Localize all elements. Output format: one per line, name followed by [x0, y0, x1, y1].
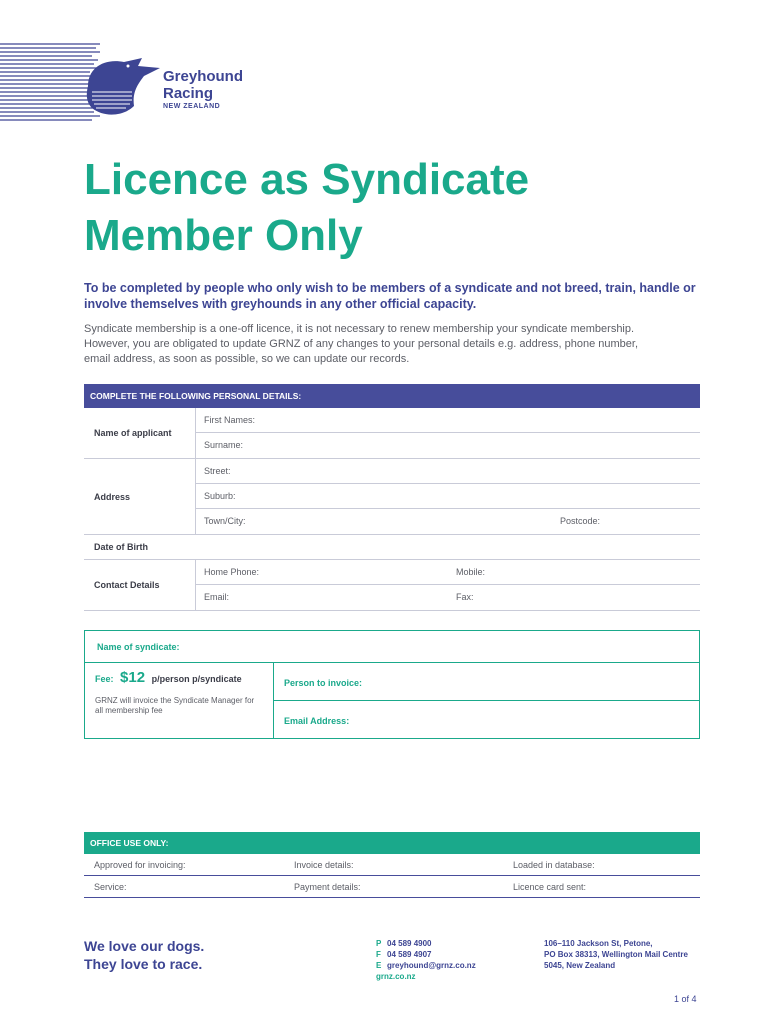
- applicant-name-row: [84, 408, 700, 459]
- address-line-1: 106–110 Jackson St, Petone,: [544, 939, 653, 948]
- payment-details-field[interactable]: Payment details:: [294, 882, 361, 892]
- email-field[interactable]: [196, 585, 700, 610]
- approved-for-invoicing-field[interactable]: Approved for invoicing:: [94, 860, 186, 870]
- home-phone-field[interactable]: [196, 560, 700, 585]
- fax-number: 04 589 4907: [387, 950, 432, 959]
- intro-paragraph: Syndicate membership is a one-off licence, it is not necessary to renew membership your syndicate membership. However, you are obligated to update GRNZ of any changes to your personal details e.g. address, phone number, email address, as soon as possible, so we can update our records.: [84, 323, 639, 365]
- logo-line-3: NEW ZEALAND: [163, 103, 221, 110]
- office-row-2: [84, 876, 700, 898]
- address-row: [84, 459, 700, 535]
- page-title: [84, 152, 704, 264]
- syndicate-email-field[interactable]: Email Address:: [284, 716, 350, 726]
- phone-number: 04 589 4900: [387, 939, 432, 948]
- date-of-birth-field[interactable]: Date of Birth: [84, 535, 700, 560]
- intro-bold-text: To be completed by people who only wish to be members of a syndicate and not breed, train, handle or involve themselves with greyhounds in any other official capacity.: [84, 281, 696, 311]
- office-use-heading: OFFICE USE ONLY:: [84, 832, 700, 854]
- suburb-field[interactable]: [196, 484, 700, 509]
- home-phone-label: Home Phone:: [204, 567, 260, 577]
- postcode-field[interactable]: Postcode:: [560, 516, 601, 526]
- office-use-table: [84, 832, 700, 898]
- email-link[interactable]: greyhound@grnz.co.nz: [387, 961, 476, 970]
- street-label: Street:: [204, 466, 231, 476]
- invoice-details-field[interactable]: Invoice details:: [294, 860, 354, 870]
- street-field[interactable]: [196, 459, 700, 484]
- person-to-invoice-field[interactable]: Person to invoice:: [274, 663, 699, 701]
- loaded-in-database-field[interactable]: Loaded in database:: [513, 860, 595, 870]
- first-names-label: First Names:: [204, 415, 256, 425]
- personal-details-table: [84, 384, 700, 611]
- website-link[interactable]: grnz.co.nz: [376, 972, 416, 981]
- footer-contact: [376, 938, 476, 982]
- brand-logo-text: [163, 68, 243, 112]
- phone-key: P: [376, 939, 382, 948]
- personal-details-heading: COMPLETE THE FOLLOWING PERSONAL DETAILS:: [84, 384, 700, 408]
- contact-details-row: [84, 560, 700, 611]
- logo-line-1: Greyhound: [163, 68, 244, 85]
- surname-field[interactable]: [196, 433, 700, 458]
- suburb-label: Suburb:: [204, 491, 236, 501]
- fax-key: F: [376, 950, 381, 959]
- page-number: 1 of 4: [674, 994, 697, 1004]
- fee-unit: p/person p/syndicate: [151, 674, 242, 684]
- footer-address: [544, 938, 688, 971]
- fee-note: GRNZ will invoice the Syndicate Manager for all membership fee: [95, 696, 255, 715]
- email-key: E: [376, 961, 382, 970]
- applicant-name-label: Name of applicant: [84, 408, 196, 458]
- fee-label: Fee:: [95, 674, 114, 684]
- footer-slogan: [84, 937, 204, 973]
- syndicate-box: [84, 630, 700, 739]
- address-line-2: PO Box 38313, Wellington Mail Centre: [544, 950, 688, 959]
- fax-field[interactable]: Fax:: [456, 592, 474, 602]
- office-row-1: [84, 854, 700, 876]
- service-field[interactable]: Service:: [94, 882, 127, 892]
- fee-amount: $12: [120, 669, 146, 686]
- town-city-field[interactable]: [196, 509, 700, 534]
- logo-line-2: Racing: [163, 85, 214, 102]
- mobile-field[interactable]: Mobile:: [456, 567, 486, 577]
- title-line-1: Licence as Syndicate: [84, 155, 530, 204]
- title-line-2: Member Only: [84, 211, 363, 260]
- fee-section: [85, 663, 274, 739]
- syndicate-name-field[interactable]: Name of syndicate:: [85, 631, 699, 663]
- address-line-3: 5045, New Zealand: [544, 961, 616, 970]
- town-city-label: Town/City:: [204, 516, 246, 526]
- first-names-field[interactable]: [196, 408, 700, 433]
- slogan-line-1: We love our dogs.: [84, 938, 205, 954]
- licence-card-sent-field[interactable]: Licence card sent:: [513, 882, 587, 892]
- slogan-line-2: They love to race.: [84, 956, 203, 972]
- email-label: Email:: [204, 592, 230, 602]
- contact-details-label: Contact Details: [84, 560, 196, 610]
- greyhound-logo-icon: [84, 56, 164, 120]
- address-label: Address: [84, 459, 196, 534]
- surname-label: Surname:: [204, 440, 244, 450]
